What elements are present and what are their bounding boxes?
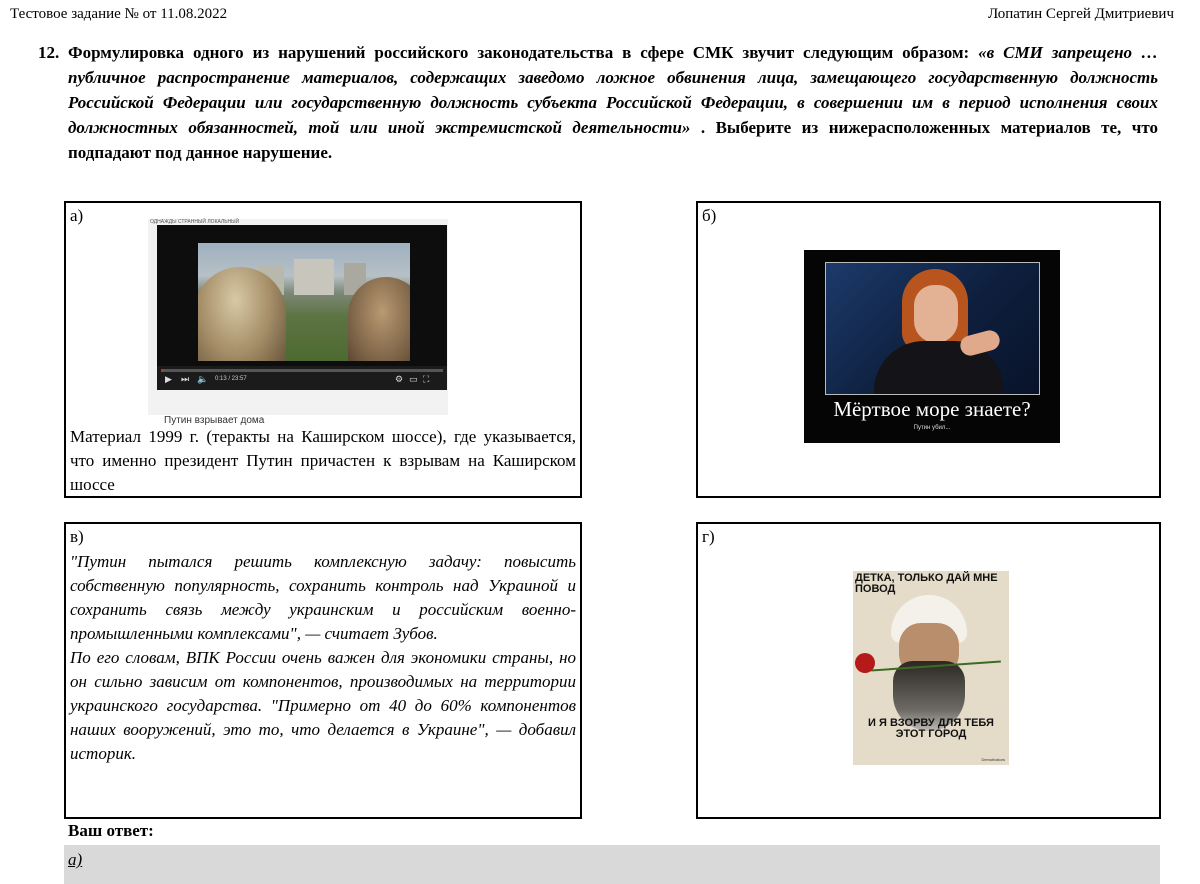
option-v-paragraph-1: "Путин пытался решить комплексную задачу: повысить собственную популярность, сохранить контроль над Украиной и сохранить связь между украинским и российским военно-промышленными комплексами", — считает Зубов. (70, 552, 576, 643)
volume-icon[interactable]: 🔈 (197, 375, 209, 385)
option-a-box (64, 201, 582, 498)
option-b-label: б) (702, 206, 717, 225)
video-controls-bar[interactable] (157, 366, 447, 390)
miniplayer-icon[interactable]: ▭ (409, 375, 418, 385)
answer-field[interactable] (64, 845, 1160, 884)
question-quote: «в СМИ запрещено … публичное распространение материалов, содержащих заведомо ложное обвинения лица, замещающего государственную должность Российской Федерации или государственную должность субъекта Российской Федерации, в совершении им в период исполнения своих должностных обязанностей, той или иной экстремистской деятельности» (68, 43, 1158, 137)
option-a-video-screenshot (148, 219, 448, 426)
video-channel-name: ОДНАЖДЫ СТРАННЫЙ ЛОКАЛЬНЫЙ (150, 219, 240, 225)
header-test-title: Тестовое задание № от 11.08.2022 (10, 6, 228, 22)
poster-bottom-text: И Я ВЗОРВУ ДЛЯ ТЕБЯ ЭТОТ ГОРОД (868, 717, 994, 740)
video-progress-bar[interactable] (161, 369, 443, 372)
video-scene-image (198, 243, 410, 361)
option-a-description: Материал 1999 г. (теракты на Каширском шоссе), где указывается, что именно президент Путин причастен к взрывам на Каширском шоссе (70, 427, 576, 494)
video-frame (157, 225, 447, 390)
question-tail: . Выберите из нижерасположенных материалов те, что подпадают под данное нарушение. (68, 118, 1158, 162)
poster-top-text: ДЕТКА, ТОЛЬКО ДАЙ МНЕ ПОВОД (855, 572, 998, 595)
video-title: Путин взрывает дома (164, 415, 265, 426)
option-g-poster-image (853, 571, 1009, 765)
option-v-quote (70, 550, 576, 766)
settings-icon[interactable]: ⚙ (395, 375, 404, 385)
answer-value: а) (68, 850, 83, 869)
question-number: 12. (38, 43, 60, 62)
option-g-box (696, 522, 1161, 819)
option-a-label: а) (70, 206, 84, 225)
header-student-name: Лопатин Сергей Дмитриевич (987, 6, 1174, 22)
option-v-box (64, 522, 582, 819)
demotivator-photo (825, 262, 1040, 395)
question-intro: Формулировка одного из нарушений российского законодательства в сфере СМК звучит следующим образом: (68, 43, 979, 62)
option-b-demotivator-image (804, 250, 1060, 443)
option-b-box (696, 201, 1161, 498)
question-text (68, 40, 1158, 165)
video-progress-fill (161, 369, 164, 372)
video-person-left (198, 267, 286, 361)
answer-label: Ваш ответ: (68, 821, 154, 840)
demotivator-face (914, 285, 958, 343)
fullscreen-icon[interactable]: ⛶ (423, 375, 430, 385)
option-v-label: в) (70, 527, 84, 546)
option-v-paragraph-2: По его словам, ВПК России очень важен для экономики страны, но он сильно зависим от компонентов, производимых на территории украинского государства. "Примерно от 40 до 60% компонентов наших вооружений, это то, что делается в Украине", — добавил историк. (70, 648, 576, 763)
video-person-right (348, 277, 410, 361)
video-building (294, 259, 334, 295)
demotivator-subcaption: Путин убил... (913, 425, 951, 431)
rose-icon (855, 653, 875, 673)
demotivator-caption: Мёртвое море знаете? (833, 397, 1031, 421)
option-g-label: г) (702, 527, 715, 546)
poster-signature: Demotivators (981, 757, 1005, 762)
video-time: 0:13 / 23:57 (215, 376, 247, 382)
play-icon[interactable]: ▶ (165, 375, 172, 385)
question-12 (38, 40, 1158, 165)
next-icon[interactable]: ⏭ (181, 375, 190, 385)
